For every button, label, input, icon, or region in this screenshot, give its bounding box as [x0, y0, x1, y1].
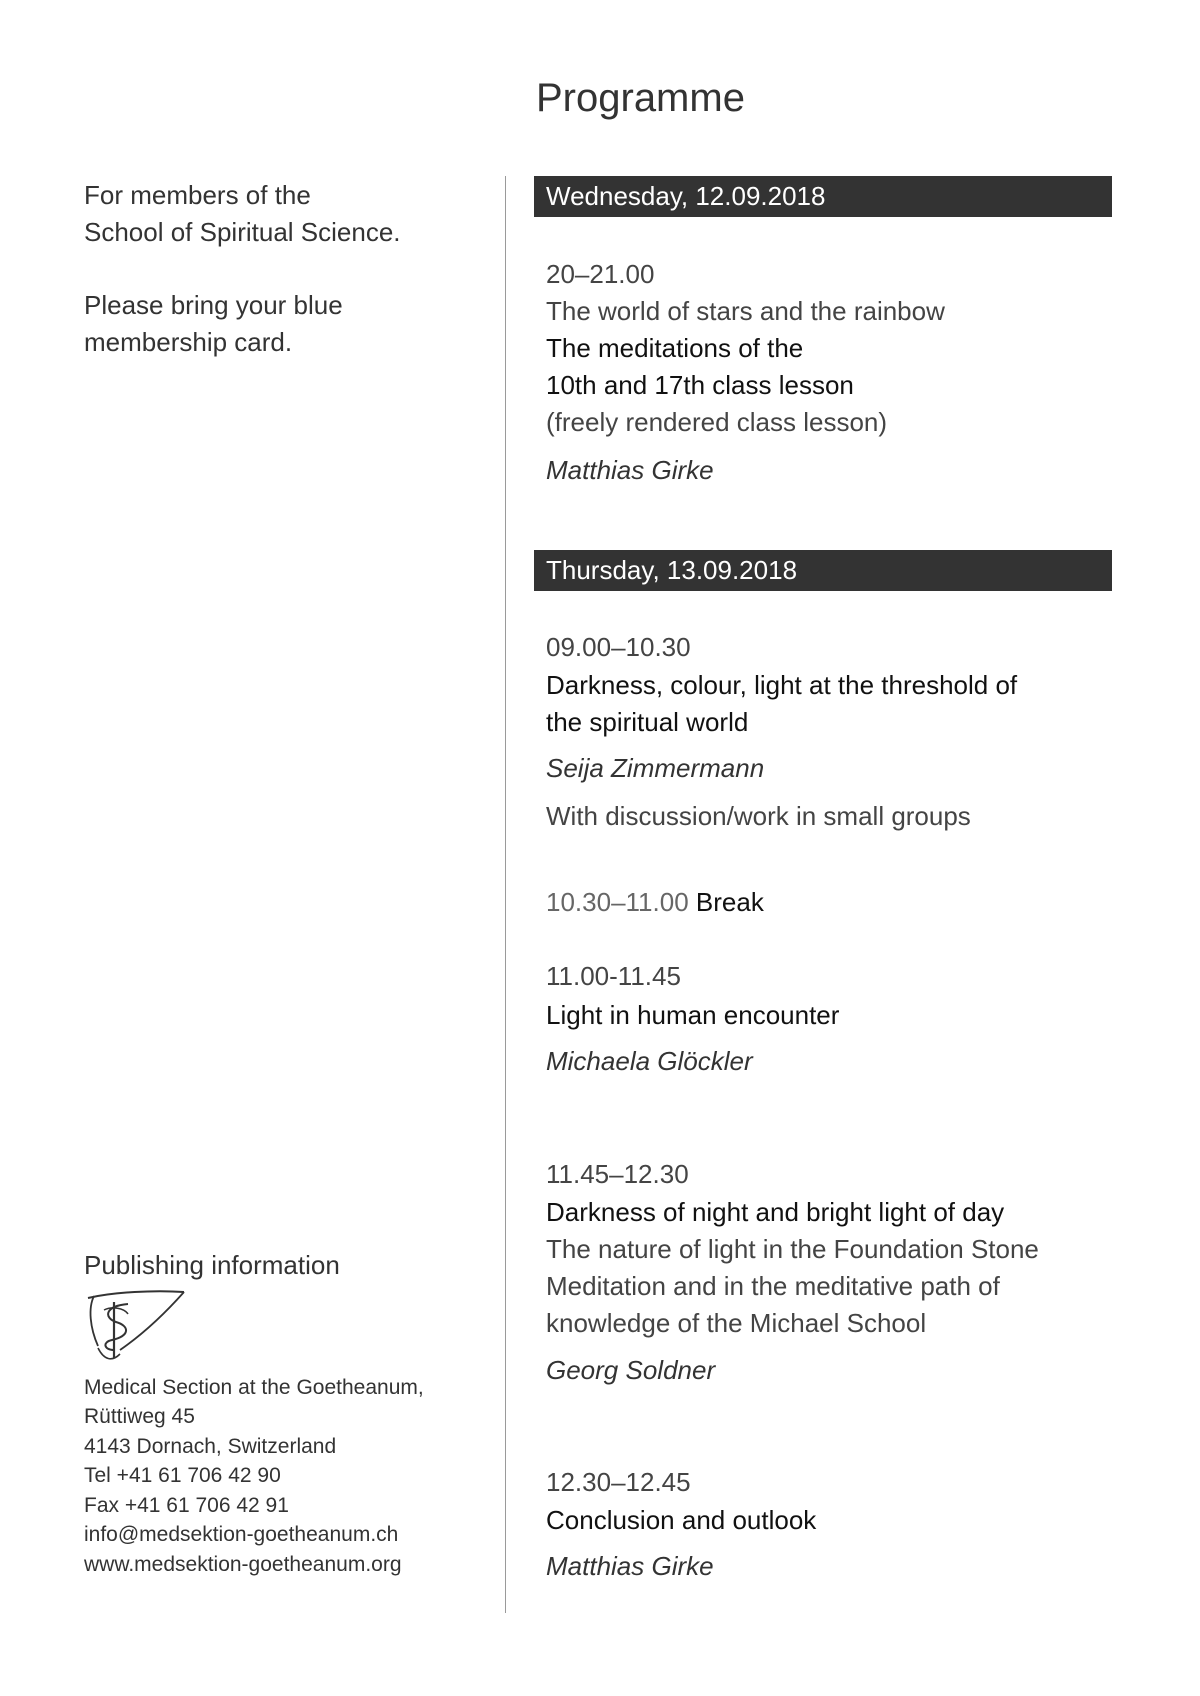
break-row: [546, 884, 764, 921]
session-time: 12.30–12.45: [546, 1467, 691, 1497]
session-time: 20–21.00: [546, 259, 655, 289]
session-speaker: Matthias Girke: [546, 1551, 714, 1581]
card-note-line-2: membership card.: [84, 327, 293, 357]
session-speaker: Matthias Girke: [546, 455, 714, 485]
phone-line: Tel +41 61 706 42 90: [84, 1464, 281, 1487]
session-speaker: Michaela Glöckler: [546, 1046, 753, 1076]
session-note: With discussion/work in small groups: [546, 801, 971, 831]
session-desc-line: The nature of light in the Foundation Stone: [546, 1234, 1039, 1264]
column-divider: [505, 176, 506, 1613]
break-time: 10.30–11.00: [546, 887, 689, 917]
session-desc-line: knowledge of the Michael School: [546, 1308, 927, 1338]
session-title-line: 10th and 17th class lesson: [546, 370, 854, 400]
session-title-line: the spiritual world: [546, 707, 749, 737]
fax-line: Fax +41 61 706 42 91: [84, 1494, 289, 1517]
session-time: 11.45–12.30: [546, 1159, 689, 1189]
members-note-line-2: School of Spiritual Science.: [84, 217, 401, 247]
session-title-line: Darkness, colour, light at the threshold of: [546, 670, 1018, 700]
address-line: Rüttiweg 45: [84, 1405, 195, 1428]
address-line: 4143 Dornach, Switzerland: [84, 1435, 337, 1458]
session-subtitle: The world of stars and the rainbow: [546, 296, 945, 326]
session-title-line: Light in human encounter: [546, 1000, 840, 1030]
break-label: Break: [695, 887, 764, 917]
staff-of-asclepius-logo-icon: [84, 1288, 188, 1368]
email-link[interactable]: info@medsektion-goetheanum.ch: [84, 1523, 399, 1546]
members-note-line-1: For members of the: [84, 180, 311, 210]
session-speaker: Georg Soldner: [546, 1355, 716, 1385]
publishing-heading: Publishing information: [84, 1250, 340, 1280]
page-title: Programme: [536, 76, 745, 120]
website-link[interactable]: www.medsektion-goetheanum.org: [84, 1553, 402, 1576]
session-desc-line: Meditation and in the meditative path of: [546, 1271, 1000, 1301]
session-speaker: Seija Zimmermann: [546, 753, 765, 783]
day-header-thursday: Thursday, 13.09.2018: [534, 550, 1112, 591]
card-note-line-1: Please bring your blue: [84, 290, 343, 320]
session-time: 09.00–10.30: [546, 632, 691, 662]
session-time: 11.00-11.45: [546, 961, 681, 991]
session-title-line: Conclusion and outlook: [546, 1505, 817, 1535]
session-title-line: Darkness of night and bright light of day: [546, 1197, 1005, 1227]
address-line: Medical Section at the Goetheanum,: [84, 1376, 424, 1399]
day-header-wednesday: Wednesday, 12.09.2018: [534, 176, 1112, 217]
session-title-line: The meditations of the: [546, 333, 804, 363]
session-note: (freely rendered class lesson): [546, 407, 888, 437]
